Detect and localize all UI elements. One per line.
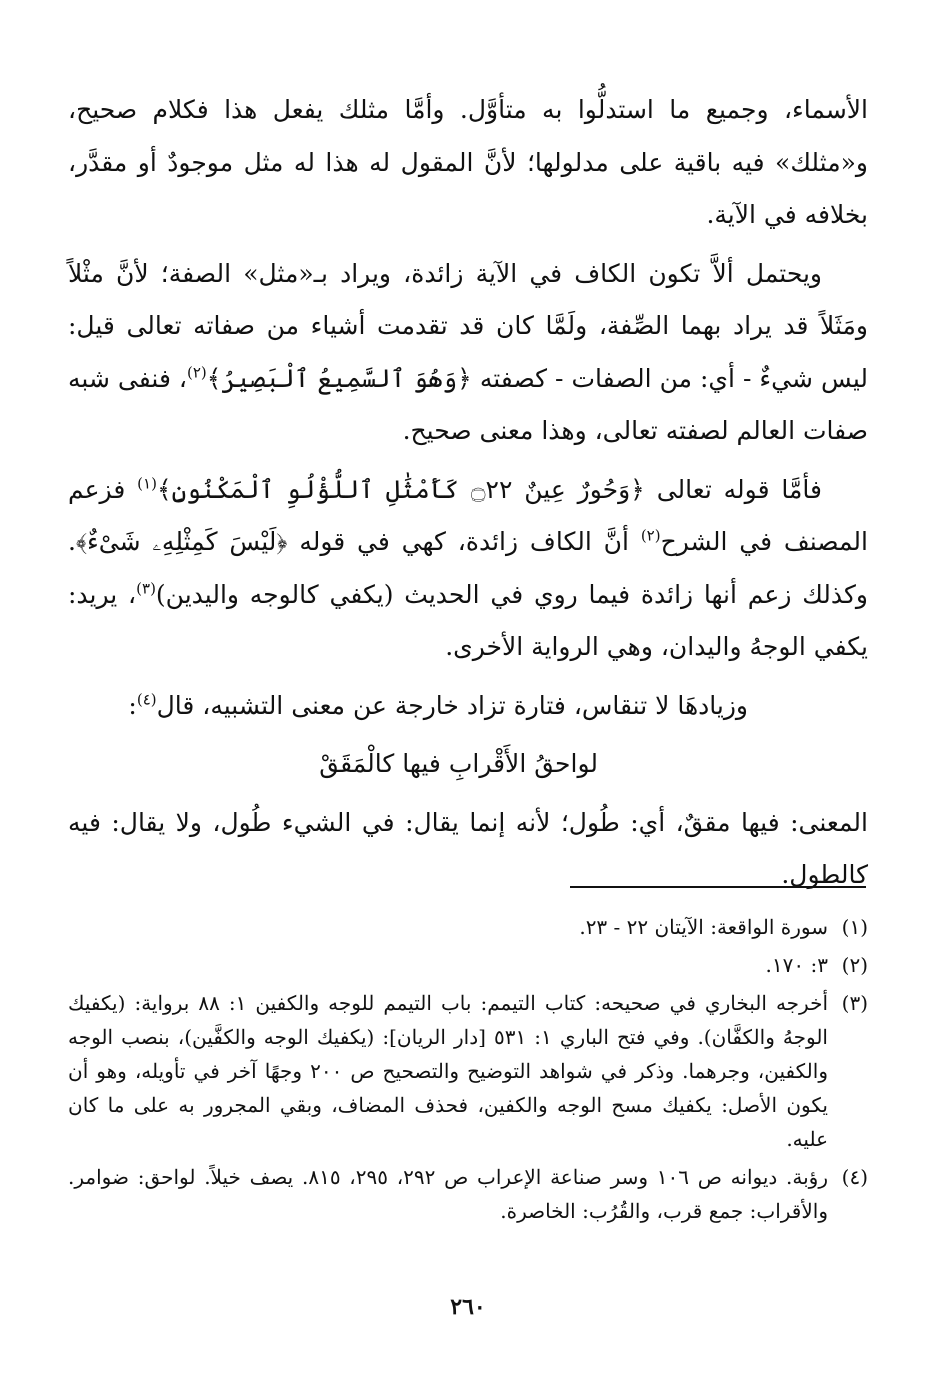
footnote-2	[68, 948, 868, 982]
verse-intro	[68, 680, 868, 733]
footnote-number: (٤)	[841, 1165, 868, 1189]
quran-verse-hur-in: ﴿وَحُورٌ عِينٌ ۝٢٢ كَأَمْثَٰلِ ٱللُّؤْلُوِ ٱلْمَكْنُونِ﴾	[156, 474, 645, 504]
verse-intro-text: وزيادهَا لا تنقاس، فتارة تزاد خارجة عن معنى التشبيه، قال	[156, 690, 748, 720]
paragraph-1: الأسماء، وجميع ما استدلُّوا به متأوَّل. وأمَّا مثلك يفعل هذا فكلام صحيح، و«مثلك» فيه باقية على مدلولها؛ لأنَّ المقول له هذا له مثل موجودٌ أو مقدَّر، بخلافه في الآية.	[68, 95, 868, 229]
footnote-number: (١)	[841, 915, 868, 939]
paragraph-3-mid-2: أنَّ الكاف زائدة، كهي في قوله	[299, 527, 641, 556]
footnote-text: سورة الواقعة: الآيتان ٢٢ - ٢٣.	[579, 915, 828, 939]
footnote-number: (٢)	[841, 953, 868, 977]
paragraph-4: المعنى: فيها مققٌ، أي: طُول؛ لأنه إنما يقال: في الشيء طُول، ولا يقال: فيه كالطول.	[68, 807, 868, 889]
paragraph-2-text: ويحتمل ألاَّ تكون الكاف في الآية زائدة، ويراد بـ«مثل» الصفة؛ لأنَّ مثْلاً ومَثَلاً قد يراد بهما الصِّفة، ولَمَّا كان قد تقدمت أشياء من صفاته تعالى قيل: ليس شيءٌ - أي: من الصفات - كصفته	[68, 258, 869, 393]
footnote-ref-2b: (٢)	[640, 526, 661, 545]
footnote-ref-4: (٤)	[136, 690, 157, 709]
quran-verse-sami-basir: ﴿وَهُوَ ٱلسَّمِيعُ ٱلْبَصِيرُ﴾	[206, 363, 472, 393]
paragraph-2-rest: ، فنفى شبه صفات العالم لصفته تعالى، وهذا معنى صحيح.	[68, 363, 868, 445]
book-page	[68, 84, 868, 1344]
footnote-ref-1: (١)	[137, 474, 157, 493]
paragraph-3-mid-1: فزعم المصنف في الشرح	[68, 474, 868, 556]
main-text	[68, 84, 868, 902]
footnote-text: أخرجه البخاري في صحيحه: كتاب التيمم: باب التيمم للوجه والكفين ١: ٨٨ برواية: (يكفيك الوجهُ والكفَّان). وفي فتح الباري ١: ٥٣١ [دار الريان]: (يكفيك الوجه والكفَّين)، بنصب الوجه والكفين، وجرهما. وذكر في شواهد التوضيح والتصحيح ص ٢٠٠ وجهًا آخر في تأويله، وهو أن يكون الأصل: يكفيك مسح الوجه والكفين، فحذف المضاف، وبقي المجرور به على ما كان عليه.	[68, 991, 829, 1151]
footnote-ref-3: (٣)	[136, 579, 156, 598]
footnote-separator	[570, 886, 866, 888]
paragraph-2	[68, 248, 868, 458]
footnote-1	[68, 910, 868, 944]
footnote-4	[68, 1160, 868, 1228]
footnote-3	[68, 986, 868, 1156]
paragraph-3-start: فأمَّا قوله تعالى	[656, 474, 822, 504]
verse-intro-colon: :	[128, 690, 137, 720]
footnotes	[68, 910, 868, 1232]
footnote-number: (٣)	[841, 991, 868, 1015]
paragraph-3	[68, 464, 868, 674]
footnote-text: ٣: ١٧٠.	[765, 953, 828, 977]
paragraph-3-mid-3: . وكذلك زعم أنها زائدة فيما روي في الحديث (يكفي كالوجه واليدين)	[68, 527, 868, 609]
poetry-verse: لواحقُ الأَقْرابِ فيها كالْمَقَقْ	[319, 749, 598, 778]
page-number: ٢٦٠	[450, 1294, 486, 1320]
footnote-ref-2: (٢)	[186, 363, 207, 382]
footnote-text: رؤبة. ديوانه ص ١٠٦ وسر صناعة الإعراب ص ٢٩٢، ٢٩٥، ٨١٥. يصف خيلاً. لواحق: ضوامر. والأقراب: جمع قرب، والقُرُب: الخاصرة.	[68, 1165, 828, 1223]
quran-verse-laysa-kamithlihi: ﴿لَيْسَ كَمِثْلِهِۦ شَىْءٌ﴾	[75, 527, 288, 556]
paragraph-3-end: ، يريد: يكفي الوجهُ واليدان، وهي الرواية الأخرى.	[68, 579, 868, 661]
